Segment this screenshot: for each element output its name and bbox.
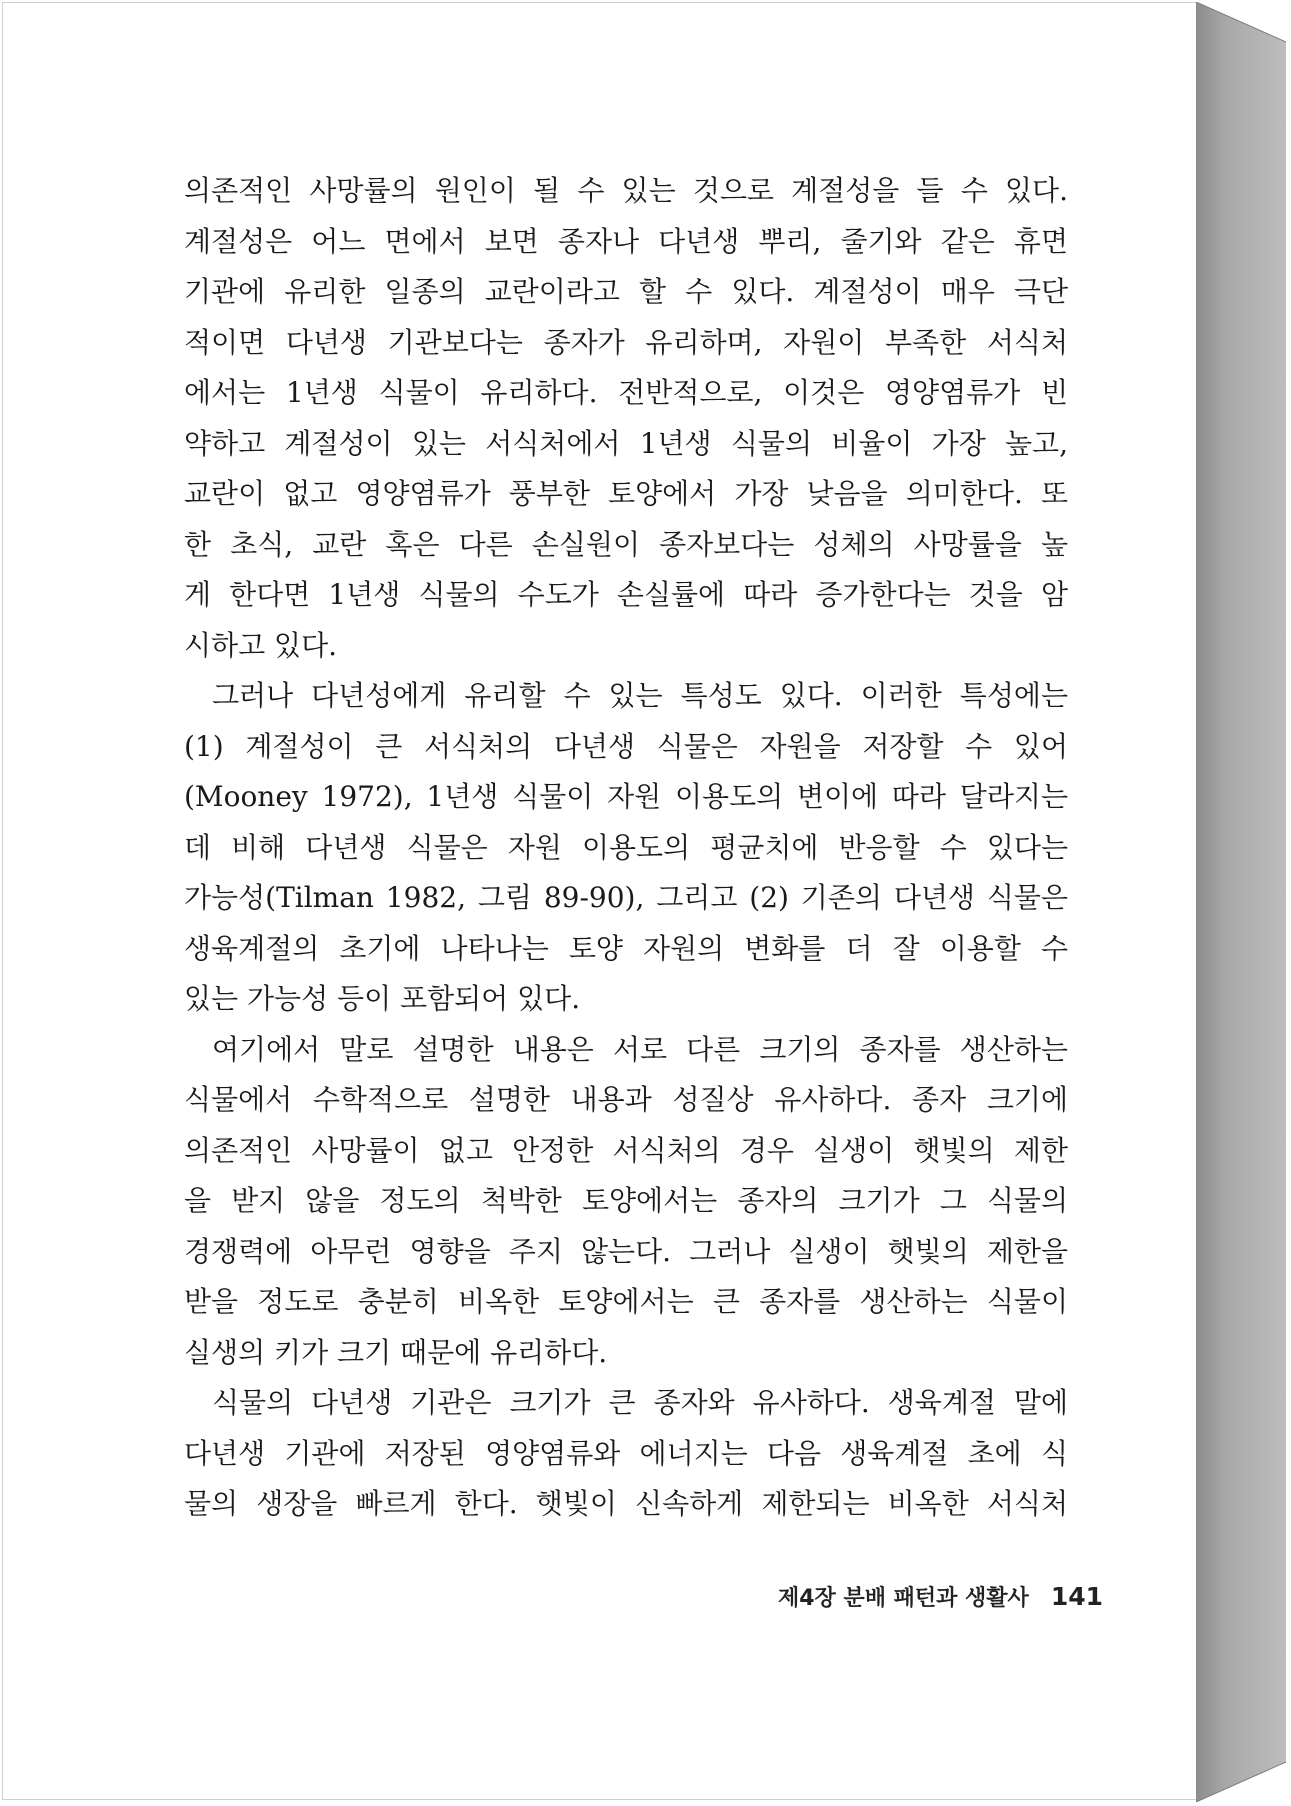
running-header-chapter: 제4장 분배 패턴과 생활사 — [778, 1586, 1029, 1611]
text-line: 을 받지 않을 정도의 척박한 토양에서는 종자의 크기가 그 식물의 — [184, 1184, 1068, 1217]
body-text — [184, 166, 1068, 1530]
text-line: 게 한다면 1년생 식물의 수도가 손실률에 따라 증가한다는 것을 암 — [184, 578, 1068, 611]
text-line: 생육계절의 초기에 나타나는 토양 자원의 변화를 더 잘 이용할 수 — [184, 931, 1068, 965]
text-line: 계절성은 어느 면에서 보면 종자나 다년생 뿌리, 줄기와 같은 휴면 — [184, 224, 1068, 258]
text-line: 의존적인 사망률의 원인이 될 수 있는 것으로 계절성을 들 수 있다. — [184, 174, 1068, 207]
text-line: 물의 생장을 빠르게 한다. 햇빛이 신속하게 제한되는 비옥한 서식처 — [184, 1487, 1068, 1520]
text-line: 기관에 유리한 일종의 교란이라고 할 수 있다. 계절성이 매우 극단 — [184, 275, 1068, 308]
text-line: 경쟁력에 아무런 영향을 주지 않는다. 그러나 실생이 햇빛의 제한을 — [184, 1234, 1068, 1268]
page-number: 141 — [1050, 1582, 1103, 1611]
text-line: 그러나 다년성에게 유리할 수 있는 특성도 있다. 이러한 특성에는 — [212, 679, 1068, 712]
page-footer — [683, 1581, 1103, 1612]
text-line: 교란이 없고 영양염류가 풍부한 토양에서 가장 낮음을 의미한다. 또 — [184, 477, 1068, 510]
text-line: 있는 가능성 등이 포함되어 있다. — [184, 982, 581, 1015]
text-line: 에서는 1년생 식물이 유리하다. 전반적으로, 이것은 영양염류가 빈 — [184, 376, 1068, 409]
text-line: 한 초식, 교란 혹은 다른 손실원이 종자보다는 성체의 사망률을 높 — [184, 527, 1068, 561]
text-line: 받을 정도로 충분히 비옥한 토양에서는 큰 종자를 생산하는 식물이 — [184, 1285, 1068, 1318]
text-line: 시하고 있다. — [184, 628, 338, 662]
text-line: 식물의 다년생 기관은 크기가 큰 종자와 유사하다. 생육계절 말에 — [212, 1386, 1068, 1419]
text-line: (Mooney 1972), 1년생 식물이 자원 이용도의 변이에 따라 달라지는 — [184, 780, 1068, 813]
text-line: 다년생 기관에 저장된 영양염류와 에너지는 다음 생육계절 초에 식 — [184, 1436, 1068, 1470]
text-line: 데 비해 다년생 식물은 자원 이용도의 평균치에 반응할 수 있다는 — [184, 830, 1068, 864]
text-line: 적이면 다년생 기관보다는 종자가 유리하며, 자원이 부족한 서식처 — [184, 325, 1068, 359]
book-page — [2, 2, 1197, 1800]
text-line: 의존적인 사망률이 없고 안정한 서식처의 경우 실생이 햇빛의 제한 — [184, 1133, 1068, 1167]
text-line: 가능성(Tilman 1982, 그림 89-90), 그리고 (2) 기존의 다년생 식물은 — [184, 881, 1068, 914]
text-line: 약하고 계절성이 있는 서식처에서 1년생 식물의 비율이 가장 높고, — [184, 426, 1068, 460]
text-line: (1) 계절성이 큰 서식처의 다년생 식물은 자원을 저장할 수 있어 — [184, 729, 1068, 763]
text-line: 여기에서 말로 설명한 내용은 서로 다른 크기의 종자를 생산하는 — [212, 1032, 1068, 1066]
text-line: 실생의 키가 크기 때문에 유리하다. — [184, 1335, 608, 1369]
book-spine-edge — [1196, 2, 1286, 1802]
text-line: 식물에서 수학적으로 설명한 내용과 성질상 유사하다. 종자 크기에 — [184, 1083, 1068, 1116]
